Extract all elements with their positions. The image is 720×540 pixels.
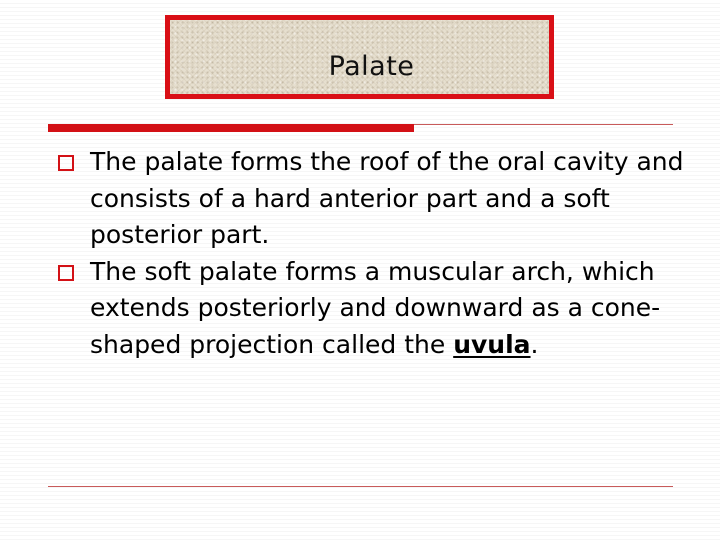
title-box (165, 15, 554, 99)
hollow-square-bullet-icon (58, 155, 74, 171)
slide-body (55, 144, 695, 363)
hollow-square-bullet-icon (58, 265, 74, 281)
bullet-item-soft-palate (55, 254, 695, 364)
bullet-text: The palate forms the roof of the oral cavity and consists of a hard anterior part and a soft posterior part. (90, 147, 684, 249)
bullet-text-before: The soft palate forms a muscular arch, which extends posteriorly and downward as a cone-shaped projection called the (90, 256, 661, 359)
bullet-item-palate-roof (55, 144, 695, 254)
title-underline-thick-rule (48, 124, 414, 132)
bullet-text-after: . (530, 329, 539, 359)
slide-title: Palate (328, 51, 415, 82)
emphasized-term-uvula: uvula (453, 329, 531, 359)
title-underline-thin-rule (414, 124, 673, 125)
footer-rule (48, 486, 673, 487)
